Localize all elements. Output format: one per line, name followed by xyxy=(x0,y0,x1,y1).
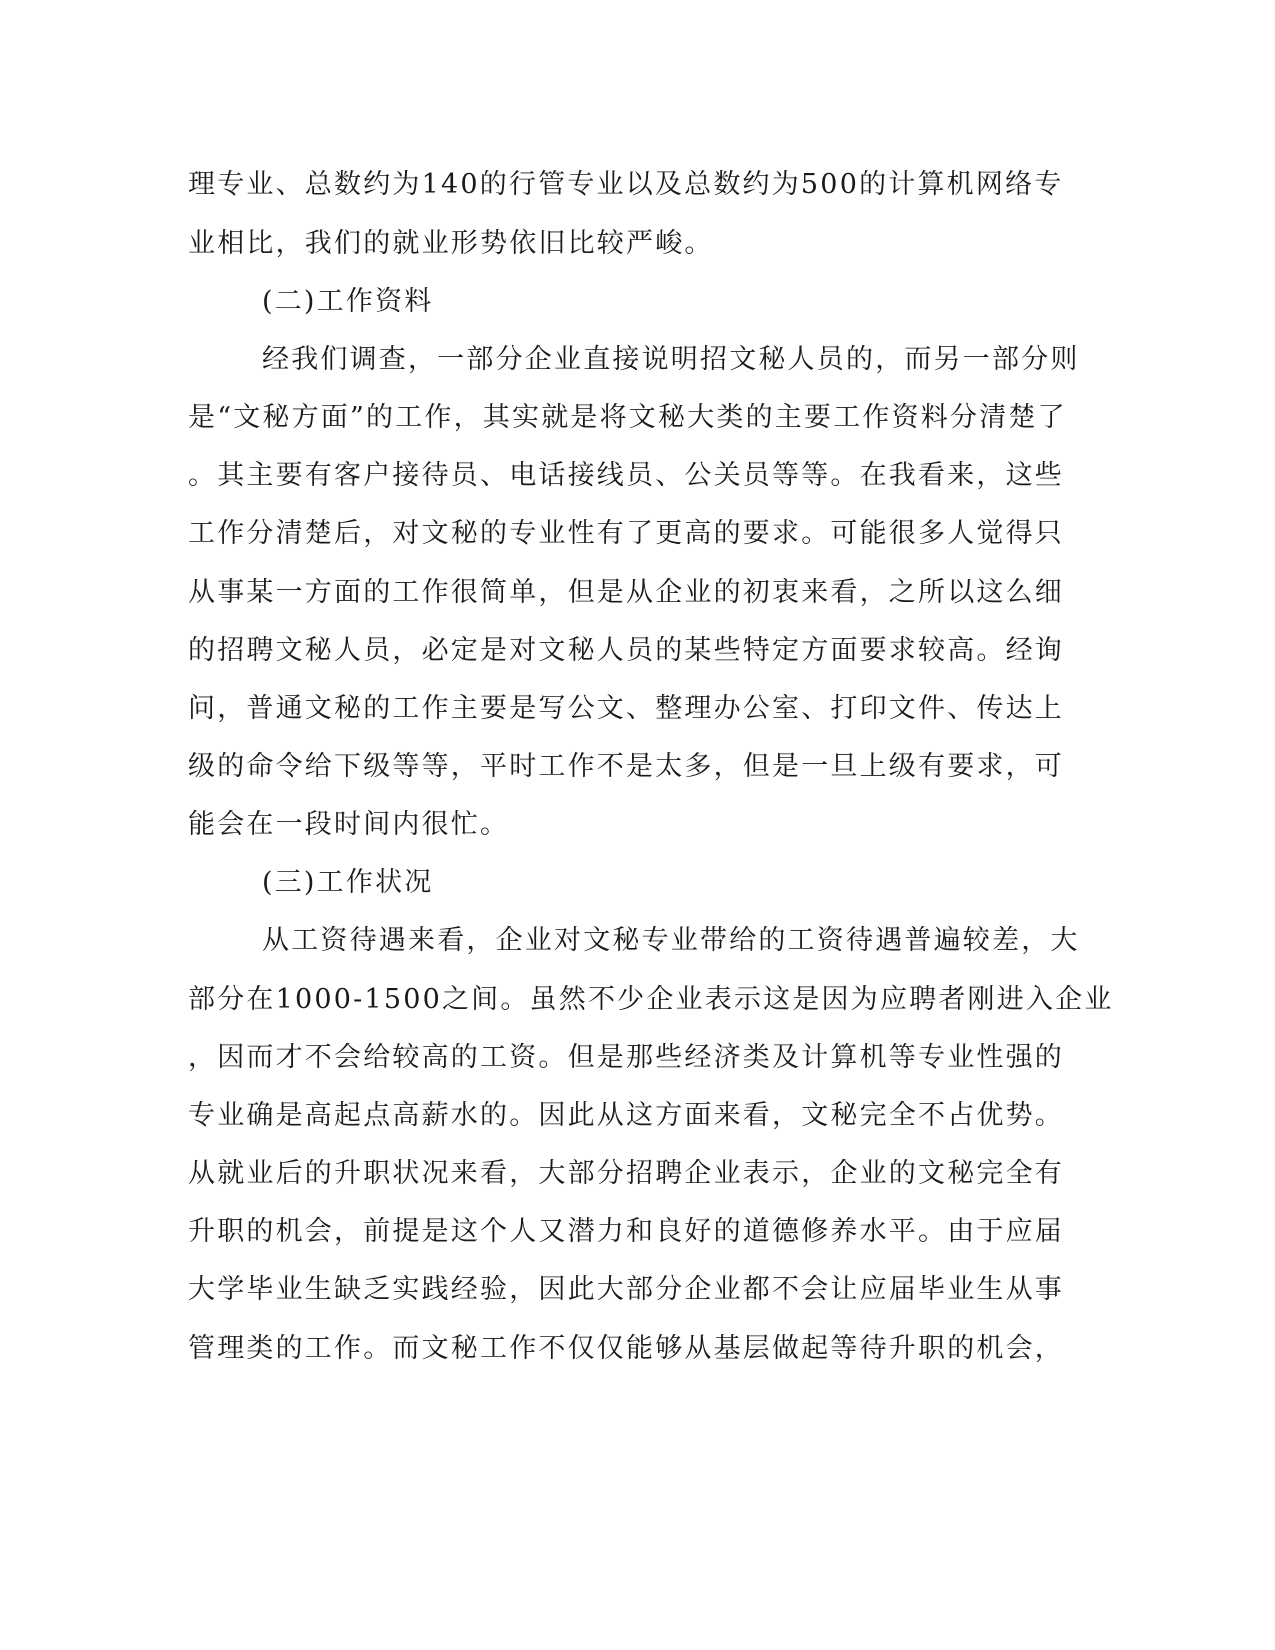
section-heading: (二)工作资料 xyxy=(262,286,434,317)
section-heading: (三)工作状况 xyxy=(262,867,434,898)
text-line: 专业确是高起点高薪水的。因此从这方面来看，文秘完全不占优势。 xyxy=(188,1100,1064,1131)
text-line: 部分在1000-1500之间。虽然不少企业表示这是因为应聘者刚进入企业 xyxy=(188,984,1114,1015)
text-line: 工作分清楚后，对文秘的专业性有了更高的要求。可能很多人觉得只 xyxy=(188,518,1064,549)
text-line: 管理类的工作。而文秘工作不仅仅能够从基层做起等待升职的机会， xyxy=(188,1333,1064,1364)
paragraph-first-line: 从工资待遇来看，企业对文秘专业带给的工资待遇普遍较差，大 xyxy=(262,925,1080,956)
text-line: 大学毕业生缺乏实践经验，因此大部分企业都不会让应届毕业生从事 xyxy=(188,1274,1064,1305)
text-line: 能会在一段时间内很忙。 xyxy=(188,809,510,840)
text-line: 的招聘文秘人员，必定是对文秘人员的某些特定方面要求较高。经询 xyxy=(188,635,1064,666)
text-line: ，因而才不会给较高的工资。但是那些经济类及计算机等专业性强的 xyxy=(188,1042,1064,1073)
text-line: 问，普通文秘的工作主要是写公文、整理办公室、打印文件、传达上 xyxy=(188,693,1064,724)
text-line: 是“文秘方面”的工作，其实就是将文秘大类的主要工作资料分清楚了 xyxy=(188,402,1067,433)
paragraph-first-line: 经我们调查，一部分企业直接说明招文秘人员的，而另一部分则 xyxy=(262,344,1080,375)
text-line: 。其主要有客户接待员、电话接线员、公关员等等。在我看来，这些 xyxy=(188,460,1064,491)
text-line: 理专业、总数约为140的行管专业以及总数约为500的计算机网络专 xyxy=(188,169,1064,200)
text-line: 从事某一方面的工作很简单，但是从企业的初衷来看，之所以这么细 xyxy=(188,577,1064,608)
text-line: 升职的机会，前提是这个人又潜力和良好的道德修养水平。由于应届 xyxy=(188,1216,1064,1247)
text-line: 级的命令给下级等等，平时工作不是太多，但是一旦上级有要求，可 xyxy=(188,751,1064,782)
text-line: 业相比，我们的就业形势依旧比较严峻。 xyxy=(188,228,714,259)
text-line: 从就业后的升职状况来看，大部分招聘企业表示，企业的文秘完全有 xyxy=(188,1158,1064,1189)
